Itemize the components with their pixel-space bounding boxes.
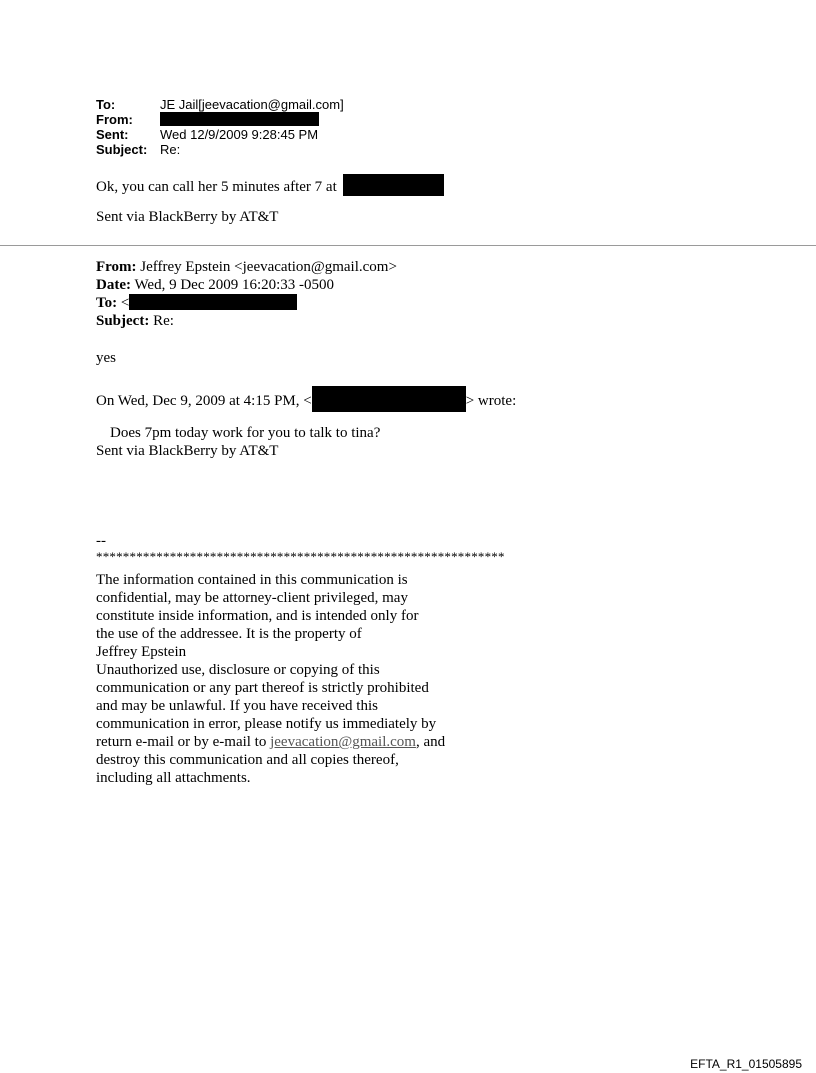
disclaimer-line: Jeffrey Epstein: [96, 644, 187, 660]
quoted-date-value: Wed, 9 Dec 2009 16:20:33 -0500: [130, 277, 335, 293]
quoted-to-line: [96, 294, 297, 312]
wrote-prefix: On Wed, Dec 9, 2009 at 4:15 PM, <: [96, 393, 312, 409]
redaction-block: [312, 386, 466, 412]
wrote-line: [96, 386, 516, 412]
inner-quote-line: Does 7pm today work for you to talk to tina?: [110, 425, 381, 441]
disclaimer-line: including all attachments.: [96, 770, 251, 786]
redaction-block: [160, 112, 319, 126]
disclaimer-line: [96, 733, 445, 751]
disclaimer-line: confidential, may be attorney-client privileged, may: [96, 590, 408, 606]
signature-dash: --: [96, 533, 106, 549]
separator-line: [0, 245, 816, 246]
quoted-from-label: From:: [96, 259, 137, 275]
reply-text: Ok, you can call her 5 minutes after 7 at: [96, 179, 337, 195]
sent-value: Wed 12/9/2009 9:28:45 PM: [160, 127, 319, 142]
return-suffix: , and: [415, 734, 446, 750]
disclaimer-line: communication or any part thereof is strictly prohibited: [96, 680, 429, 696]
quoted-to-label: To:: [96, 295, 118, 311]
email-link[interactable]: jeevacation@gmail.com: [270, 734, 416, 750]
inner-quote-signature: Sent via BlackBerry by AT&T: [96, 443, 279, 459]
quoted-from-value: Jeffrey Epstein <jeevacation@gmail.com>: [136, 259, 397, 275]
quoted-subject-line: [96, 312, 174, 330]
subject-label: Subject:: [96, 142, 148, 157]
quoted-body: yes: [96, 350, 116, 366]
quoted-date-line: [96, 276, 334, 294]
wrote-suffix: > wrote:: [465, 393, 517, 409]
disclaimer-line: Unauthorized use, disclosure or copying of this: [96, 662, 380, 678]
disclaimer-line: the use of the addressee. It is the property of: [96, 626, 362, 642]
quoted-subject-value: Re:: [149, 313, 174, 329]
quoted-date-label: Date:: [96, 277, 131, 293]
return-prefix: return e-mail or by e-mail to: [96, 734, 271, 750]
from-label: From:: [96, 112, 133, 127]
redaction-block: [343, 174, 444, 196]
quoted-subject-label: Subject:: [96, 313, 150, 329]
quoted-from-line: [96, 258, 397, 276]
quoted-to-value: <: [117, 295, 130, 311]
reply-signature: Sent via BlackBerry by AT&T: [96, 209, 279, 225]
to-label: To:: [96, 97, 116, 112]
disclaimer-line: The information contained in this communication is: [96, 572, 408, 588]
disclaimer-block: [96, 571, 445, 787]
stars-divider: *************************************************************: [96, 549, 505, 564]
subject-value: Re:: [160, 142, 181, 157]
to-value: JE Jail[jeevacation@gmail.com]: [160, 97, 344, 112]
document-id: EFTA_R1_01505895: [690, 1057, 802, 1071]
disclaimer-line: and may be unlawful. If you have received this: [96, 698, 378, 714]
disclaimer-line: destroy this communication and all copies thereof,: [96, 752, 399, 768]
disclaimer-line: communication in error, please notify us immediately by: [96, 716, 437, 732]
redaction-block: [129, 294, 297, 310]
reply-line: [96, 174, 444, 196]
sent-label: Sent:: [96, 127, 129, 142]
email-header: [96, 97, 344, 157]
disclaimer-line: constitute inside information, and is intended only for: [96, 608, 419, 624]
